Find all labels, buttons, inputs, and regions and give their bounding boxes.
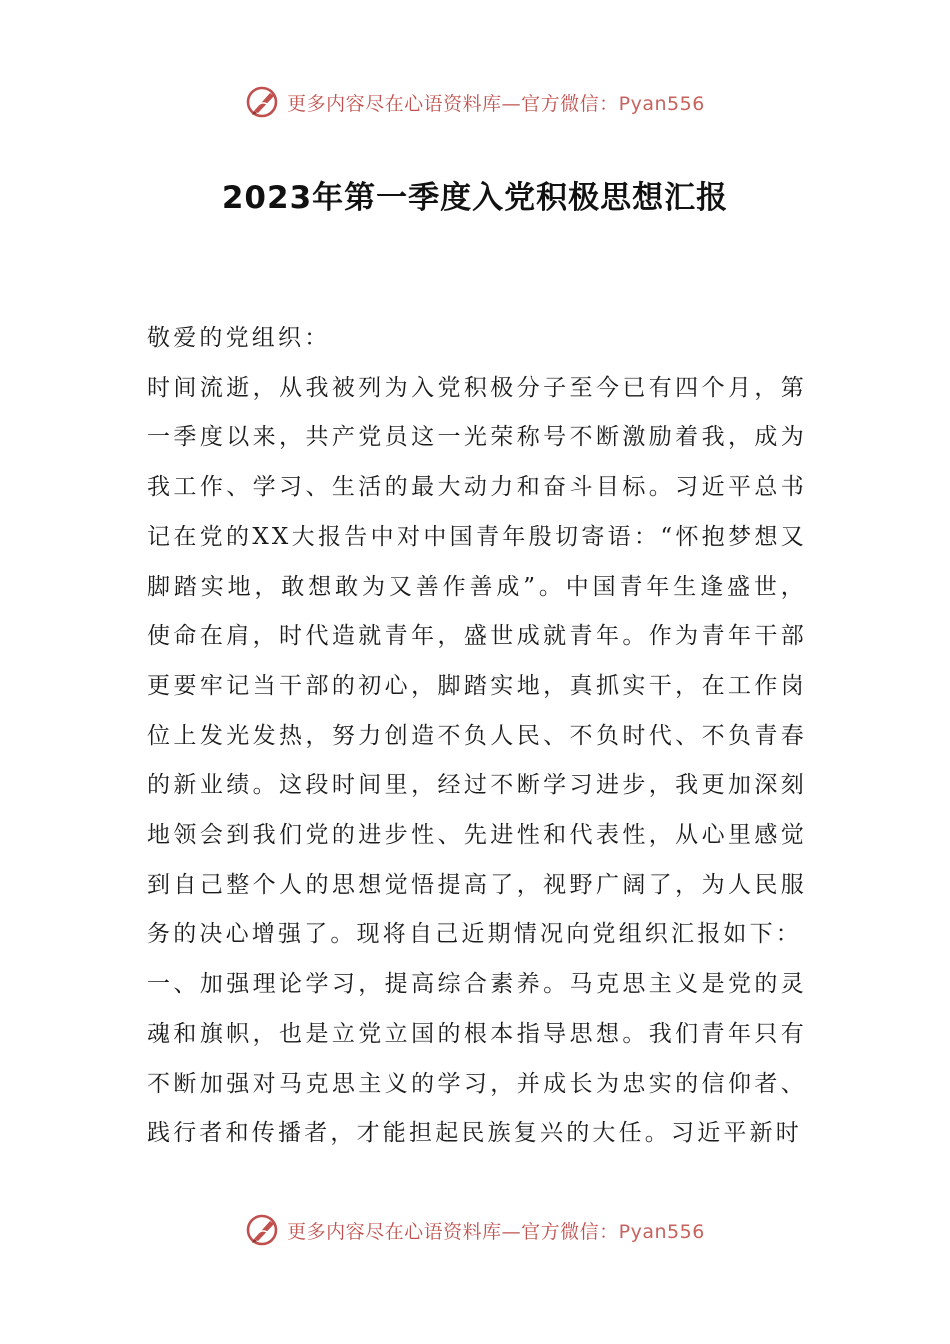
wechat-account: Pyan556 — [618, 1220, 705, 1243]
document-title: 2023年第一季度入党积极思想汇报 — [221, 180, 729, 216]
pen-logo-icon — [245, 84, 281, 120]
document-body — [147, 314, 807, 1159]
header-watermark-banner — [0, 80, 950, 124]
watermark-slogan: 更多内容尽在心语资料库—官方微信： — [287, 1220, 619, 1243]
footer-watermark-banner — [0, 1208, 950, 1252]
watermark-text — [287, 89, 705, 116]
salutation: 敬爱的党组织： — [147, 325, 331, 351]
body-paragraph-2: 一、加强理论学习，提高综合素养。马克思主义是党的灵魂和旗帜，也是立党立国的根本指导思想。我们青年只有不断加强对马克思主义的学习，并成长为忠实的信仰者、践行者和传播者，才能担起民族复兴的大任。习近平新时 — [147, 971, 807, 1147]
watermark-slogan: 更多内容尽在心语资料库—官方微信： — [287, 92, 619, 115]
watermark-text — [287, 1217, 705, 1244]
pen-logo-icon — [245, 1212, 281, 1248]
body-paragraph-1: 时间流逝，从我被列为入党积极分子至今已有四个月，第一季度以来，共产党员这一光荣称号不断激励着我，成为我工作、学习、生活的最大动力和奋斗目标。习近平总书记在党的XX大报告中对中国青年殷切寄语：“怀抱梦想又脚踏实地，敢想敢为又善作善成”。中国青年生逢盛世，使命在肩，时代造就青年，盛世成就青年。作为青年干部更要牢记当干部的初心，脚踏实地，真抓实干，在工作岗位上发光发热，努力创造不负人民、不负时代、不负青春的新业绩。这段时间里，经过不断学习进步，我更加深刻地领会到我们党的进步性、先进性和代表性，从心里感觉到自己整个人的思想觉悟提高了，视野广阔了，为人民服务的决心增强了。现将自己近期情况向党组织汇报如下： — [147, 374, 807, 948]
wechat-account: Pyan556 — [618, 92, 705, 115]
